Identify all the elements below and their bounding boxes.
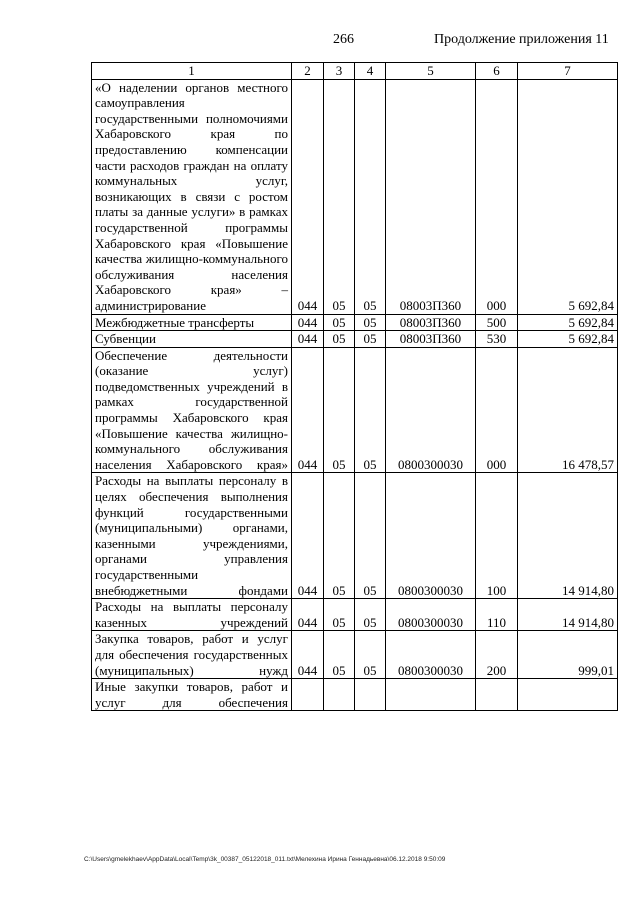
cell-ministry-code: 044 bbox=[292, 631, 324, 679]
cell-section: 05 bbox=[324, 599, 355, 631]
cell-ministry-code: 044 bbox=[292, 599, 324, 631]
table-row bbox=[92, 314, 618, 331]
row-description: «О наделении органов местного самоуправления государственными полномочиями Хабаровского края по предоставлению компенсации части расходов граждан на оплату коммунальных услуг, возникающих в связи с ростом платы за данные услуги» в рамках государственной программы Хабаровского края «Повышение качества жилищно-коммунального обслуживания населения Хабаровского края» – администрирование bbox=[92, 79, 292, 314]
file-path-footer: C:\Users\gmelekhaev\AppData\Local\Temp\3k_00387_05122018_011.txt\Мелехина Ирина Геннадьевна\06.12.2018 9:50:09 bbox=[84, 856, 446, 863]
cell-amount: 999,01 bbox=[518, 631, 618, 679]
table-row bbox=[92, 347, 618, 473]
continuation-note: Продолжение приложения 11 bbox=[434, 32, 609, 47]
cell-ministry-code: 044 bbox=[292, 314, 324, 331]
column-header: 7 bbox=[518, 63, 618, 80]
column-header: 3 bbox=[324, 63, 355, 80]
column-number-row bbox=[92, 63, 618, 80]
cell-section: 05 bbox=[324, 79, 355, 314]
cell-ministry-code: 044 bbox=[292, 473, 324, 599]
cell-section: 05 bbox=[324, 473, 355, 599]
cell-subsection: 05 bbox=[355, 314, 386, 331]
column-header: 4 bbox=[355, 63, 386, 80]
cell-amount: 14 914,80 bbox=[518, 599, 618, 631]
cell-expense-type: 530 bbox=[476, 331, 518, 348]
cell-expense-type: 000 bbox=[476, 79, 518, 314]
cell-subsection: 05 bbox=[355, 599, 386, 631]
row-description: Закупка товаров, работ и услуг для обеспечения государственных (муниципальных) нужд bbox=[92, 631, 292, 679]
cell-target-item: 0800300030 bbox=[386, 599, 476, 631]
row-description: Иные закупки товаров, работ и услуг для обеспечения bbox=[92, 679, 292, 711]
cell-ministry-code bbox=[292, 679, 324, 711]
cell-target-item: 08003П360 bbox=[386, 314, 476, 331]
row-description: Расходы на выплаты персоналу казенных учреждений bbox=[92, 599, 292, 631]
table-row bbox=[92, 473, 618, 599]
cell-target-item: 08003П360 bbox=[386, 331, 476, 348]
cell-target-item: 0800300030 bbox=[386, 473, 476, 599]
cell-amount: 5 692,84 bbox=[518, 314, 618, 331]
row-description: Расходы на выплаты персоналу в целях обеспечения выполнения функций государственными (муниципальными) органами, казенными учреждениями, органами управления государственными внебюджетными фондами bbox=[92, 473, 292, 599]
cell-section bbox=[324, 679, 355, 711]
column-header: 1 bbox=[92, 63, 292, 80]
cell-amount: 14 914,80 bbox=[518, 473, 618, 599]
cell-expense-type: 110 bbox=[476, 599, 518, 631]
cell-expense-type: 200 bbox=[476, 631, 518, 679]
table-row bbox=[92, 679, 618, 711]
cell-amount: 16 478,57 bbox=[518, 347, 618, 473]
cell-section: 05 bbox=[324, 331, 355, 348]
cell-expense-type bbox=[476, 679, 518, 711]
cell-section: 05 bbox=[324, 631, 355, 679]
row-description: Субвенции bbox=[92, 331, 292, 348]
cell-ministry-code: 044 bbox=[292, 79, 324, 314]
cell-section: 05 bbox=[324, 347, 355, 473]
row-description: Межбюджетные трансферты bbox=[92, 314, 292, 331]
cell-subsection: 05 bbox=[355, 631, 386, 679]
cell-expense-type: 000 bbox=[476, 347, 518, 473]
cell-ministry-code: 044 bbox=[292, 331, 324, 348]
cell-target-item: 0800300030 bbox=[386, 631, 476, 679]
row-description: Обеспечение деятельности (оказание услуг) подведомственных учреждений в рамках государственной программы Хабаровского края «Повышение качества жилищно-коммунального обслуживания населения Хабаровского края» bbox=[92, 347, 292, 473]
cell-expense-type: 500 bbox=[476, 314, 518, 331]
table-row bbox=[92, 331, 618, 348]
cell-subsection: 05 bbox=[355, 331, 386, 348]
table-row bbox=[92, 631, 618, 679]
budget-table bbox=[91, 62, 618, 711]
page-number: 266 bbox=[333, 32, 354, 47]
cell-ministry-code: 044 bbox=[292, 347, 324, 473]
cell-amount: 5 692,84 bbox=[518, 79, 618, 314]
cell-target-item bbox=[386, 679, 476, 711]
cell-subsection: 05 bbox=[355, 347, 386, 473]
cell-subsection: 05 bbox=[355, 79, 386, 314]
cell-target-item: 0800300030 bbox=[386, 347, 476, 473]
column-header: 6 bbox=[476, 63, 518, 80]
column-header: 2 bbox=[292, 63, 324, 80]
cell-subsection bbox=[355, 679, 386, 711]
table-row bbox=[92, 79, 618, 314]
cell-target-item: 08003П360 bbox=[386, 79, 476, 314]
table-row bbox=[92, 599, 618, 631]
cell-amount: 5 692,84 bbox=[518, 331, 618, 348]
cell-amount bbox=[518, 679, 618, 711]
cell-subsection: 05 bbox=[355, 473, 386, 599]
column-header: 5 bbox=[386, 63, 476, 80]
cell-expense-type: 100 bbox=[476, 473, 518, 599]
cell-section: 05 bbox=[324, 314, 355, 331]
